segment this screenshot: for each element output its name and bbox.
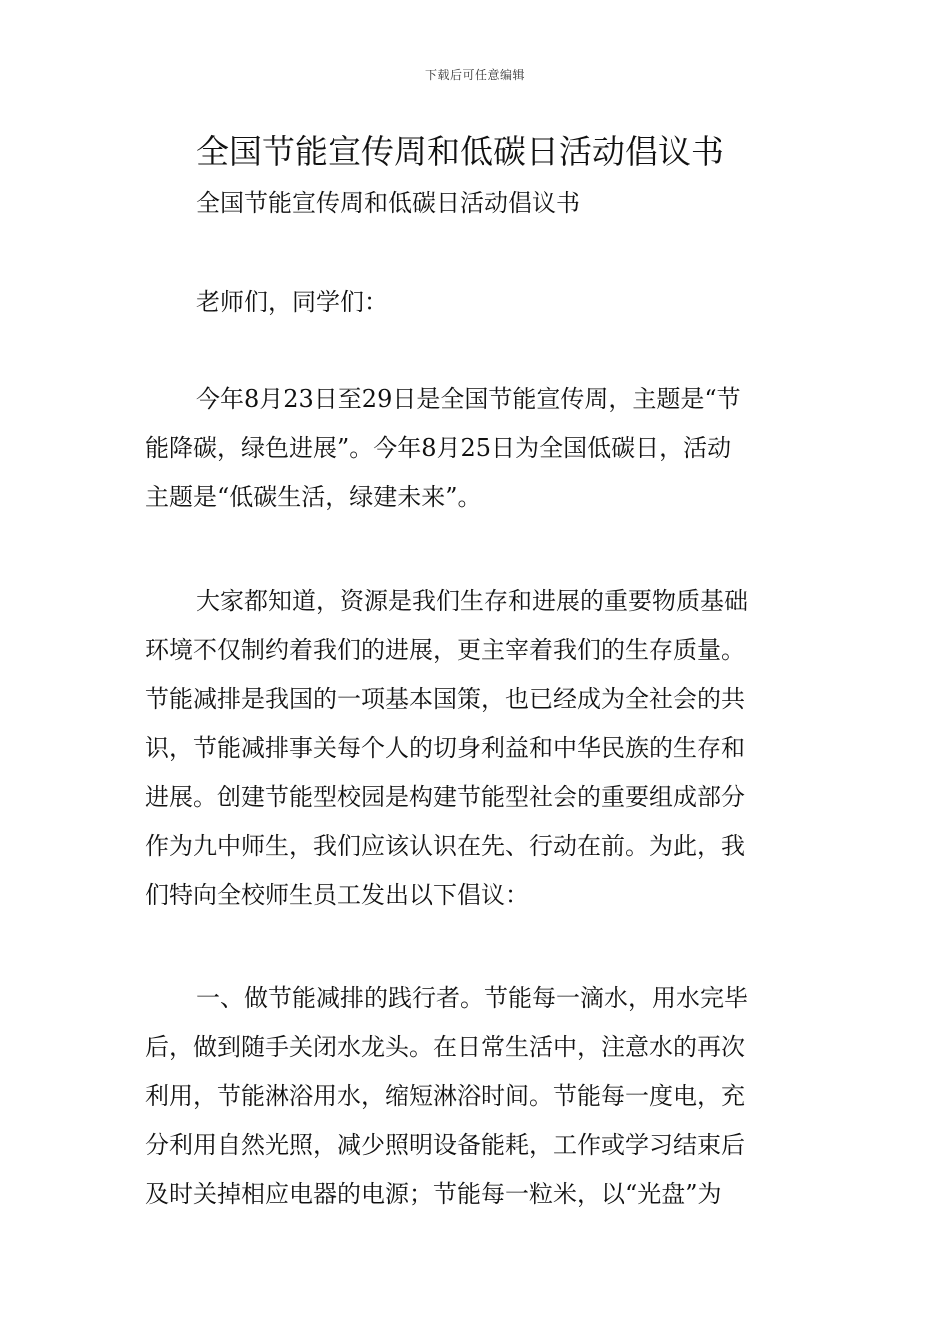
paragraph-line: 一、做节能减排的践行者。节能每一滴水，用水完毕 [196,984,748,1012]
paragraph-line: 今年8月23日至29日是全国节能宣传周，主题是“节 [196,385,741,413]
paragraph-line: 及时关掉相应电器的电源；节能每一粒米，以“光盘”为 [145,1180,722,1208]
paragraph-line: 分利用自然光照，减少照明设备能耗，工作或学习结束后 [145,1131,745,1159]
paragraph-line: 环境不仅制约着我们的进展，更主宰着我们的生存质量。 [145,636,745,664]
document-subtitle: 全国节能宣传周和低碳日活动倡议书 [196,189,580,217]
paragraph-line: 进展。创建节能型校园是构建节能型社会的重要组成部分 [145,783,745,811]
paragraph-line: 主题是“低碳生活，绿建未来”。 [145,483,482,511]
paragraph-line: 利用，节能淋浴用水，缩短淋浴时间。节能每一度电，充 [145,1082,745,1110]
header-note: 下载后可任意编辑 [424,68,525,82]
paragraph-line: 们特向全校师生员工发出以下倡议： [145,881,529,909]
paragraph-1 [145,375,807,522]
paragraph-line: 大家都知道，资源是我们生存和进展的重要物质基础 [196,587,748,615]
paragraph-line: 能降碳，绿色进展”。今年8月25日为全国低碳日，活动 [145,434,732,462]
paragraph-line: 后，做到随手关闭水龙头。在日常生活中，注意水的再次 [145,1033,745,1061]
greeting-line: 老师们，同学们： [196,288,388,316]
paragraph-line: 节能减排是我国的一项基本国策，也已经成为全社会的共 [145,685,745,713]
document-title: 全国节能宣传周和低碳日活动倡议书 [196,132,724,171]
paragraph-3 [145,974,807,1219]
paragraph-line: 识，节能减排事关每个人的切身利益和中华民族的生存和 [145,734,745,762]
paragraph-2 [145,577,807,920]
paragraph-line: 作为九中师生，我们应该认识在先、行动在前。为此，我 [145,832,745,860]
greeting-paragraph [145,278,807,327]
